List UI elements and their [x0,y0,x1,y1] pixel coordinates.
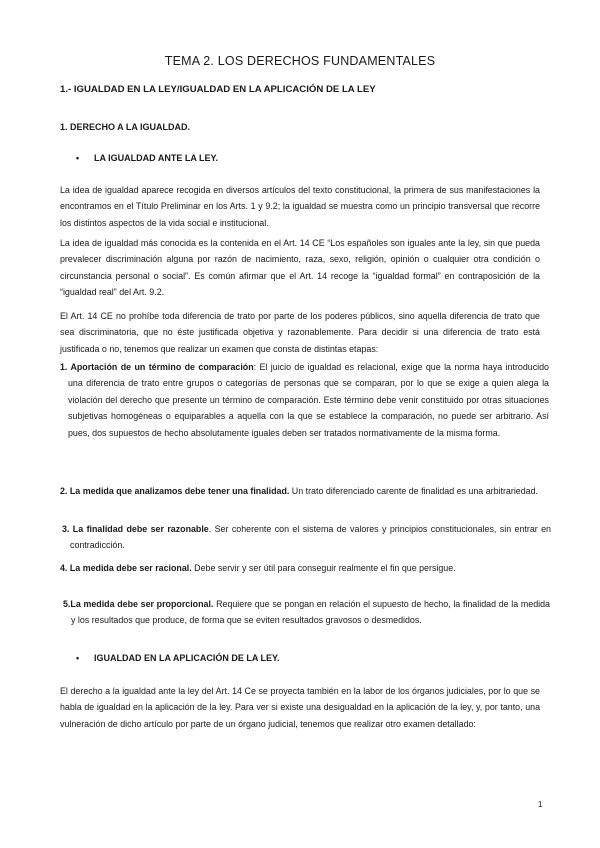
list-item [60,359,549,441]
bullet-heading-text: LA IGUALDAD ANTE LA LEY. [94,153,218,163]
list-item-body: Debe servir y ser útil para conseguir realmente el fin que persigue. [191,563,456,573]
bullet-heading-equality-application [76,653,280,663]
list-item-lead: 1. Aportación de un término de comparación [60,362,254,372]
list-item-lead: 3. La finalidad debe ser razonable [62,524,209,534]
paragraph-2: La idea de igualdad más conocida es la contenida en el Art. 14 CE “Los españoles son iguales ante la ley, sin que pueda prevalecer discriminación alguna por razón de nacimiento, raza, sexo, religión, opinión o cualquier otra condición o circunstancia personal o social”. Es común afirmar que el Art. 14 recoge la “igualdad formal” en contraposición de la “igualdad real” del Art. 9.2. [60,238,540,298]
list-item-body: : El juicio de igualdad es relacional, exige que la norma haya introducido una diferencia de trato entre grupos o categorías de personas que se comparan, por lo que se exige a quien alega la violación del derecho que presente un término de comparación. Este término debe venir constituido por otras situaciones subjetivas homogéneas o equiparables a aquella con la que se establece la comparación, no puede ser arbitrario. Así pues, dos supuestos de hecho absolutamente iguales deben ser tratados normativamente de la misma forma. [68,362,549,438]
bullet-heading-text: IGUALDAD EN LA APLICACIÓN DE LA LEY. [94,653,280,663]
section-heading: 1.- IGUALDAD EN LA LEY/IGUALDAD EN LA APLICACIÓN DE LA LEY [60,84,376,95]
list-item [63,596,550,629]
list-item [60,483,549,499]
document-title: TEMA 2. LOS DERECHOS FUNDAMENTALES [164,54,436,68]
paragraph-4: El derecho a la igualdad ante la ley del Art. 14 Ce se proyecta también en la labor de los órganos judiciales, por lo que se habla de igualdad en la aplicación de la ley. Para ver si existe una desigualdad en la aplicación de la ley, y, por tanto, una vulneración de dicho artículo por parte de un órgano judicial, tenemos que realizar otro examen detallado: [60,686,540,729]
bullet-heading-equality-before-law [76,153,218,163]
list-item-lead: 5.La medida debe ser proporcional. [63,599,214,609]
list-item-lead: 4. La medida debe ser racional. [60,563,192,573]
list-item [62,521,551,554]
list-item-body: . Ser coherente con el sistema de valores y principios constitucionales, sin entrar en contradicción. [70,524,551,551]
paragraph-3: El Art. 14 CE no prohíbe toda diferencia de trato por parte de los poderes públicos, sino aquella diferencia de trato que sea discriminatoria, que no éste justificada objetiva y razonablemente. Para decidir si una diferencia de trato está justificada o no, tenemos que realizar un examen que consta de distintas etapas: [60,311,540,354]
list-item [60,560,541,576]
paragraph-1: La idea de igualdad aparece recogida en diversos artículos del texto constitucional, la primera de sus manifestaciones la encontramos en el Título Preliminar en los Arts. 1 y 9.2; la igualdad se muestra como un principio transversal que recorre los distintos aspectos de la vida social e institucional. [60,185,540,228]
bullet-icon: • [76,153,80,163]
list-item-body: Un trato diferenciado carente de finalidad es una arbitrariedad. [289,486,538,496]
list-item-lead: 2. La medida que analizamos debe tener una finalidad. [60,486,290,496]
bullet-icon: • [76,653,80,663]
list-item-body: Requiere que se pongan en relación el supuesto de hecho, la finalidad de la medida y los resultados que produce, de forma que se eviten resultados gravosos o desmedidos. [71,599,550,626]
page-number: 1 [538,800,543,809]
subsection-heading: 1. DERECHO A LA IGUALDAD. [60,122,191,132]
